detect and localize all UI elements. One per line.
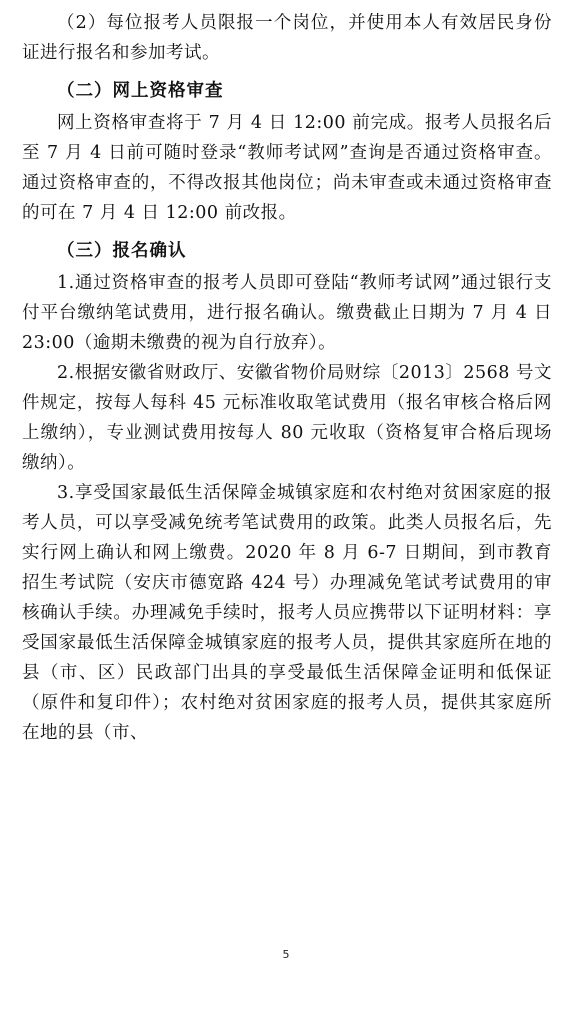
paragraph-fee-standard: 2.根据安徽省财政厅、安徽省物价局财综〔2013〕2568 号文件规定，按每人每科 45 元标准收取笔试费用（报名审核合格后网上缴纳），专业测试费用按每人 80 元收取（资格复审合格后现场缴纳）。 (22, 363, 552, 473)
page-number: 5 (282, 948, 290, 961)
paragraph-id-card: （2）每位报考人员限报一个岗位，并使用本人有效居民身份证进行报名和参加考试。 (22, 13, 552, 63)
paragraph-payment: 1.通过资格审查的报考人员即可登陆“教师考试网”通过银行支付平台缴纳笔试费用，进行报名确认。缴费截止日期为 7 月 4 日 23:00（逾期未缴费的视为自行放弃）。 (22, 273, 552, 353)
document-body (22, 8, 552, 748)
paragraph-fee-exemption: 3.享受国家最低生活保障金城镇家庭和农村绝对贫困家庭的报考人员，可以享受减免统考笔试费用的政策。此类人员报名后，先实行网上确认和网上缴费。2020 年 8 月 6-7 日期间，到市教育招生考试院（安庆市德宽路 424 号）办理减免笔试考试费用的审核确认手续。办理减免手续时，报考人员应携带以下证明材料：享受国家最低生活保障金城镇家庭的报考人员，提供其家庭所在地的县（市、区）民政部门出具的享受最低生活保障金证明和低保证（原件和复印件）；农村绝对贫困家庭的报考人员，提供其家庭所在地的县（市、 (22, 483, 552, 743)
heading-online-review: （二）网上资格审查 (57, 81, 224, 101)
heading-registration-confirm: （三）报名确认 (57, 241, 187, 261)
paragraph-online-review: 网上资格审查将于 7 月 4 日 12:00 前完成。报考人员报名后至 7 月 4 日前可随时登录“教师考试网”查询是否通过资格审查。通过资格审查的，不得改报其他岗位；尚未审查或未通过资格审查的可在 7 月 4 日 12:00 前改报。 (22, 113, 552, 223)
